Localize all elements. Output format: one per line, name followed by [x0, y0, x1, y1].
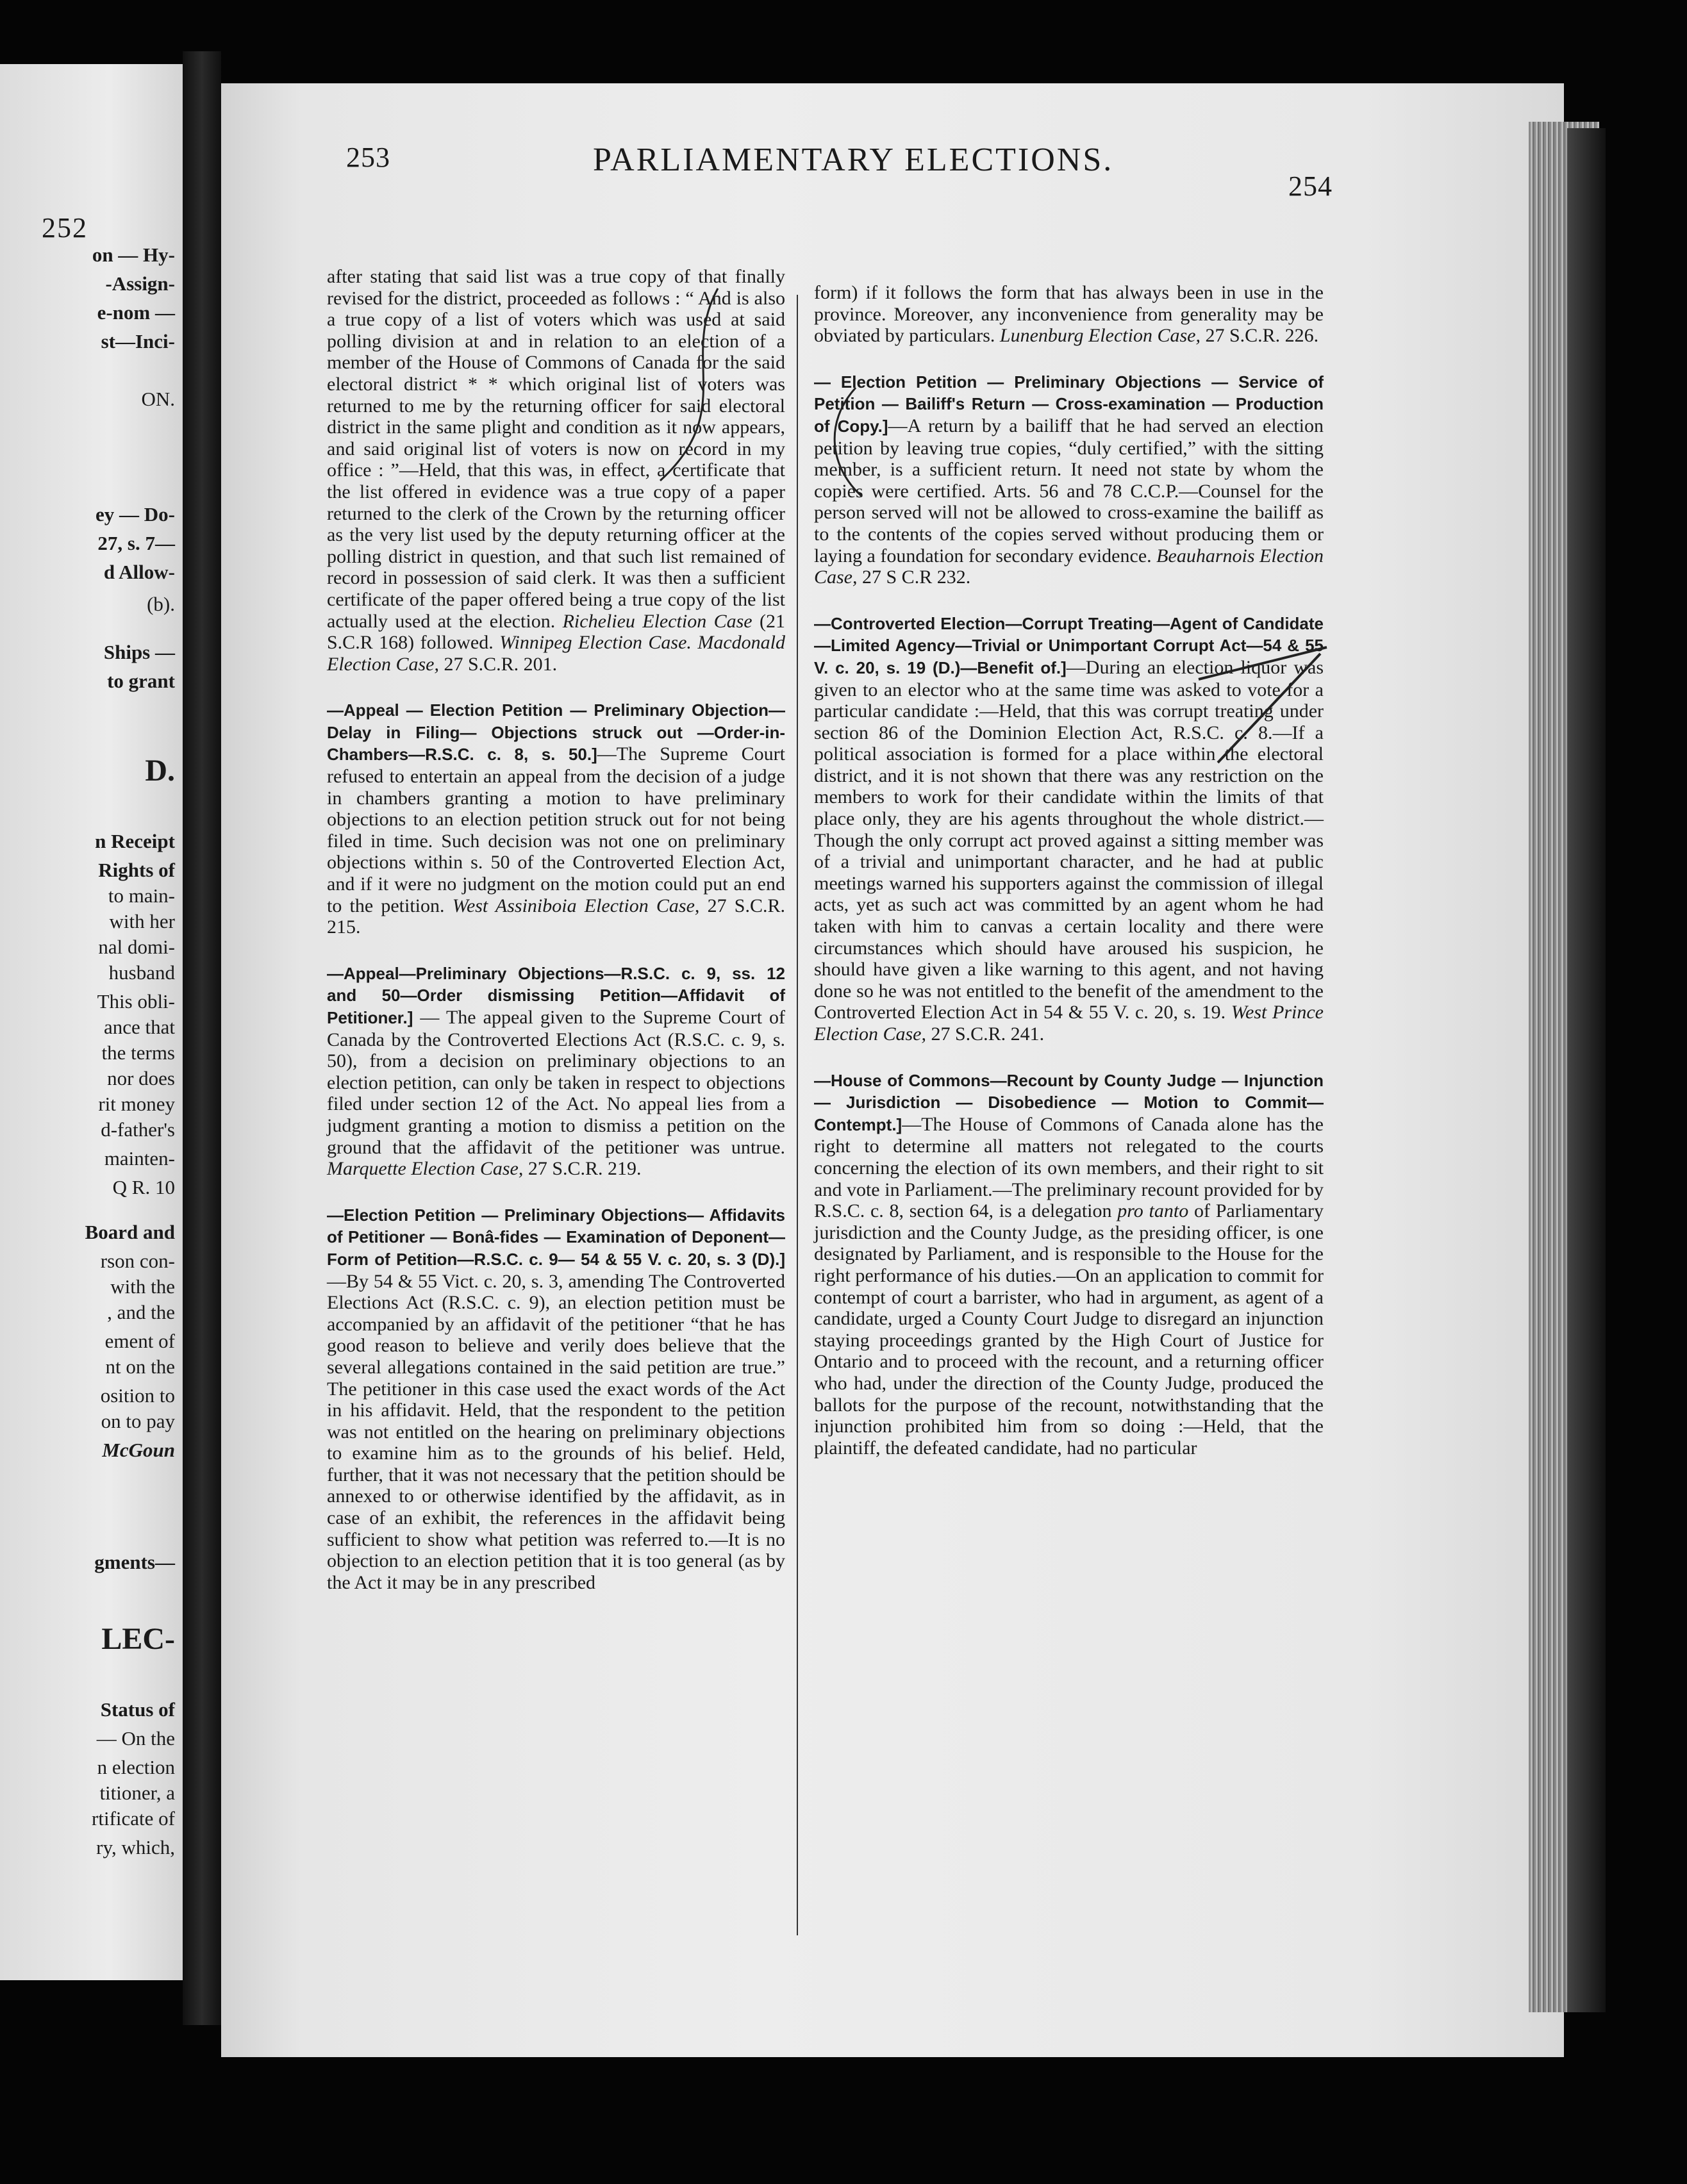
entry-text: —The House of Commons of Canada alone has the right to determine all matters not relegated to the courts concerning the election of its own members, and their right to sit and vote in Parliament.—The preliminary recount provided for by R.S.C. c. 8, section 64, is a delegation [814, 1113, 1324, 1222]
entry-text: —A return by a bailiff that he had served an election petition by leaving true copies, “duly certified,” with the sitting member, is a sufficient return. It need not state by whom the copies were certified. Arts. 56 and 78 C.C.P.—Counsel for the person served will not be allowed to cross-examine the bailiff as to the contents of the copies served without producing them or laying a foundation for secondary evidence. [814, 415, 1324, 567]
left-page-fragment-line: ey — Do- [96, 503, 175, 525]
entry-heading: —Controverted Election—Corrupt Treating—Agent of Candidate—Limited Agency—Trivial or Unimportant Corrupt Act—54 & 55 V. c. 20, s. 19 (D.)—Benefit of.] [814, 613, 1324, 677]
entry-text: 27 S C.R 232. [857, 567, 971, 588]
entry-text: of Parliamentary jurisdiction and the County Judge, as the presiding officer, is one designated by Parliament, and is responsible to the House for the right performance of his duties.—On an application to commit for contempt of court a barrister, who had in argument, as agent of a candidate, urged a County Court Judge to disregard an injunction staying proceedings granted by the High Court of Justice for Ontario and to proceed with the recount, and a returning officer who had, under the direction of the County Judge, produced the ballots for the purpose of the recount, notwithstanding that the injunction prohibited him from so doing :—Held, that the plaintiff, the defeated candidate, had no particular [814, 1200, 1324, 1459]
left-page-fragment-line: 27, s. 7— [97, 532, 175, 554]
running-head: PARLIAMENTARY ELECTIONS. [593, 142, 1114, 178]
digest-entry [327, 699, 785, 938]
entry-text: after stating that said list was a true copy of that finally revised for the district, proceeded as follows : “ And is also a true copy of a list of voters which was used at said polling division at and in relation to an election of a member of the House of Commons of Canada for the said electoral district * * which original list of voters was returned to me by the returning officer for said electoral district in the same plight and condition as it now appears, and said original list of voters is now on record in my office : ”—Held, that this was, in effect, a certificate that the list offered in evidence was a true copy of a paper returned to the clerk of the Crown by the returning officer as the very list used by the deputy returning officer at the polling district in question, and that such list remained of record in possession of said clerk. It was then a sufficient certificate of the paper offered being a true copy of the list actually used at the election. [327, 266, 785, 632]
entry-text: 27 S.C.R. 241. [926, 1023, 1045, 1045]
left-page-fragment-line: nor does [107, 1067, 175, 1089]
left-page-fragment-line: nal domi- [98, 936, 175, 958]
entry-text: —During an election liquor was given to an elector who at the same time was asked to vote for a particular candidate :—Held, that this was corrupt treating under section 86 of the Dominion Election Act, R.S.C. c. 8.—If a political association is formed for a place within the electoral district, and it is not shown that there was any restriction on the members to work for their candidate within the limits of that place only, they are his agents throughout the whole district.—Though the only corrupt act proved against a sitting member was of a trivial and unimportant character, and he had at public meetings warned his supporters against the commission of illegal acts, yet as such act was committed by an agent whom he had taken with him to canvas a certain locality and there were circumstances which should have aroused his suspicion, he should have given a like warning to this agent, and not having done so he was not entitled to the benefit of the amendment to the Controverted Election Act in 54 & 55 V. c. 20, s. 19. [814, 656, 1324, 1023]
digest-entry [814, 371, 1324, 588]
digest-entry [814, 282, 1324, 347]
left-page-fragment-line: husband [108, 961, 175, 984]
case-citation: Beauharnois Election Case, [814, 545, 1324, 588]
case-citation: West Prince Election Case, [814, 1002, 1324, 1045]
left-page-fragment-line: Rights of [98, 859, 175, 881]
left-page-fragment-line: (b). [147, 593, 175, 615]
case-citation: Winnipeg Election Case. Macdonald Election Case, [327, 632, 785, 675]
left-page-fragment-line: titioner, a [99, 1782, 175, 1804]
left-page-fragment-line: the terms [101, 1041, 175, 1064]
left-page-fragment-line: on to pay [101, 1410, 175, 1432]
left-page-fragment-line: d-father's [101, 1118, 175, 1141]
column-right [814, 282, 1324, 1483]
left-page-fragment-line: ance that [103, 1016, 175, 1038]
left-page-fragment-line: gments— [94, 1551, 175, 1573]
case-citation: Marquette Election Case, [327, 1158, 524, 1180]
left-page-fragment-line: to grant [107, 670, 175, 692]
case-citation: Lunenburg Election Case, [999, 325, 1201, 347]
left-page-fragment-line: e-nom — [97, 301, 175, 324]
entry-text: 27 S.C.R. 226. [1200, 325, 1319, 347]
pencil-mark-right [817, 385, 868, 500]
entry-text: 27 S.C.R. 219. [523, 1158, 642, 1180]
page-number-254: 254 [1288, 170, 1333, 202]
left-page-fragment-line: -Assign- [105, 272, 175, 295]
digest-entry [327, 1204, 785, 1594]
left-page-fragment-line: n election [97, 1756, 175, 1778]
left-page-fragment-line: rit money [98, 1093, 175, 1115]
page-edge-shadow [1567, 128, 1606, 2012]
entry-text: —By 54 & 55 Vict. c. 20, s. 3, amending The Controverted Elections Act (R.S.C. c. 9), an election petition must be accompanied by an affidavit of the petitioner “that he has good reason to believe and verily does believe that the several allegations contained in the said petition are true.” The petitioner in this case used the exact words of the Act in his affidavit. Held, that the respondent to the petition was not entitled on the hearing on preliminary objections to examine him as to the grounds of his belief. Held, further, that it was not necessary that the petition should be annexed to or otherwise identified by the affidavit, as in case of an exhibit, the references in the affidavit being sufficient to show what petition was referred to.—It is no objection to an election petition that it is too general (as by the Act it may be in any prescribed [327, 1270, 785, 1593]
pencil-check-mark [1192, 641, 1333, 769]
entry-heading: —House of Commons—Recount by County Judge — Injunction — Jurisdiction — Disobedience — Motion to Commit—Contempt.] [814, 1070, 1324, 1134]
entry-text: 27 S.C.R. 215. [327, 895, 785, 938]
entry-heading: —Election Petition — Preliminary Objections— Affidavits of Petitioner — Bonâ-fides — Examination of Deponent—Form of Petition—R.S.C. c. 9— 54 & 55 V. c. 20, s. 3 (D).] [327, 1205, 785, 1269]
column-divider [797, 295, 798, 1935]
left-page-fragment-line: to main- [108, 884, 175, 907]
left-page-fragment-line: d Allow- [103, 561, 175, 583]
left-page-fragment-line: osition to [100, 1384, 175, 1407]
case-citation: pro tanto [1117, 1200, 1189, 1222]
left-page-fragment-line: Q R. 10 [112, 1176, 175, 1198]
left-page-fragment-line: , and the [107, 1301, 175, 1323]
left-page-fragment-line: — On the [96, 1727, 175, 1750]
left-page-fragment-line: on — Hy- [92, 244, 175, 266]
left-page-fragment-line: LEC- [101, 1622, 175, 1656]
left-page-fragment-line: with her [109, 910, 175, 932]
left-page-number: 252 [42, 212, 88, 244]
book-gutter [183, 51, 221, 2025]
entry-text: 27 S.C.R. 201. [438, 653, 558, 675]
page-number-253: 253 [346, 142, 390, 173]
left-page-fragment-line: This obli- [97, 990, 175, 1013]
entry-text: form) if it follows the form that has always been in use in the province. Moreover, any inconvenience from generality may be obviated by particulars. [814, 282, 1324, 347]
case-citation: West Assiniboia Election Case, [452, 895, 700, 916]
entry-text: — The appeal given to the Supreme Court of Canada by the Controverted Elections Act (R.S.C. c. 9, s. 50), from a decision on preliminary objections to an election petition, can only be taken in respect to objections filed under section 12 of the Act. No appeal lies from a judgment granting a motion to dismiss a petition on the ground that the affidavit of the petitioner was untrue. [327, 1007, 785, 1158]
left-page-fragment-line: McGoun [102, 1439, 175, 1461]
left-page-fragment-line: ON. [141, 388, 175, 410]
entry-heading: —Appeal—Preliminary Objections—R.S.C. c. 9, ss. 12 and 50—Order dismissing Petition—Affidavit of Petitioner.] [327, 963, 785, 1027]
left-page-fragment-line: mainten- [104, 1147, 175, 1170]
entry-heading: — Election Petition — Preliminary Objections — Service of Petition — Bailiff's Return — Cross-examination — Production of Copy.] [814, 372, 1324, 436]
left-page-fragment-line: Board and [85, 1221, 175, 1243]
entry-heading: —Appeal — Election Petition — Preliminary Objection—Delay in Filing— Objections struck out —Order-in-Chambers—R.S.C. c. 8, s. 50.] [327, 700, 785, 765]
left-page-fragment-line: ry, which, [96, 1836, 175, 1858]
left-page-fragment-line: Status of [100, 1698, 175, 1721]
pencil-mark-left [641, 282, 744, 487]
left-page-fragment-line: n Receipt [95, 830, 175, 852]
digest-entry [327, 963, 785, 1180]
entry-text: —The Supreme Court refused to entertain an appeal from the decision of a judge in chambers granting a motion to have preliminary objections to an election petition struck out for not being filed in time. Such decision was not one on preliminary objections within s. 50 of the Controverted Election Act, and if it were no judgment on the motion could put an end to the petition. [327, 743, 786, 916]
left-page-fragment-line: D. [145, 754, 175, 788]
entry-text: (21 S.C.R 168) followed. [327, 610, 785, 654]
left-page-fragment-line: with the [110, 1275, 175, 1298]
left-page-fragment-line: nt on the [105, 1355, 175, 1378]
left-page-fragment [0, 64, 183, 1980]
left-page-fragment-line: Ships — [103, 641, 175, 663]
left-page-fragment-line: rtificate of [92, 1807, 175, 1830]
digest-entry [814, 1070, 1324, 1459]
left-page-fragment-line: ement of [104, 1330, 175, 1352]
left-page-fragment-line: rson con- [100, 1250, 175, 1272]
left-page-fragment-line: st—Inci- [101, 330, 175, 352]
case-citation: Richelieu Election Case [562, 610, 752, 632]
